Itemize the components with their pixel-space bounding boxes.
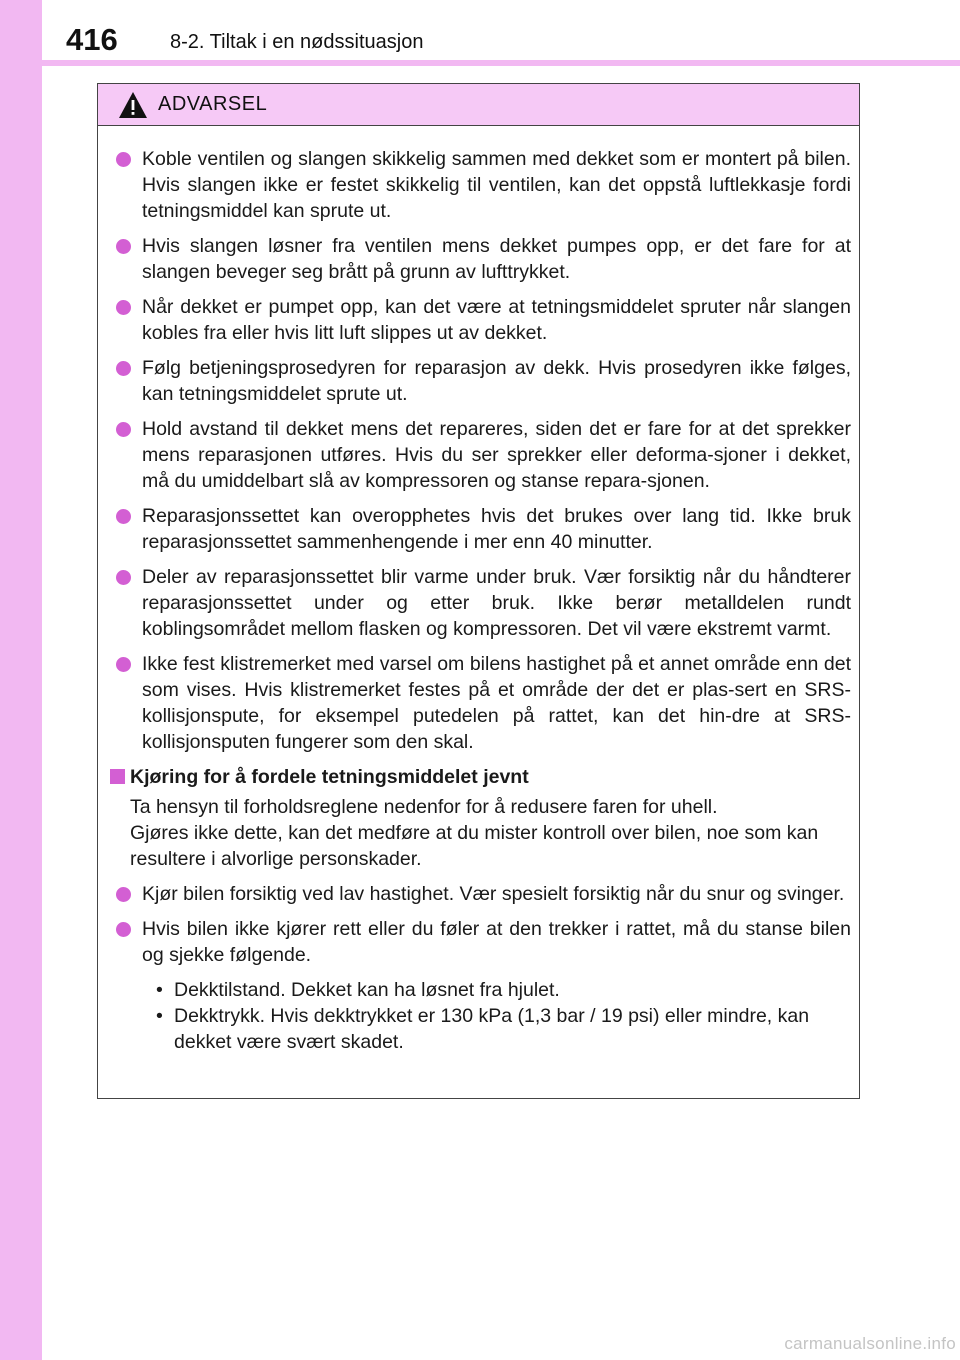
warning-bullet: Hvis slangen løsner fra ventilen mens dekket pumpes opp, er det fare for at slangen beveger seg brått på grunn av lufttrykket. — [110, 233, 851, 285]
warning-title: ADVARSEL — [158, 93, 268, 115]
chapter-title: 8-2. Tiltak i en nødssituasjon — [170, 31, 424, 53]
warning-box — [97, 83, 860, 1099]
bullet-dot-icon — [116, 361, 131, 376]
warning-bullet: Reparasjonssettet kan overopphetes hvis det brukes over lang tid. Ikke bruk reparasjonssettet sammenhengende i mer enn 40 minutter. — [110, 503, 851, 555]
bullet-dot-icon — [116, 657, 131, 672]
warning-bullet: Følg betjeningsprosedyren for reparasjon av dekk. Hvis prosedyren ikke følges, kan tetningsmiddelet sprute ut. — [110, 355, 851, 407]
warning-triangle-icon — [118, 91, 148, 119]
warning-bullet: Koble ventilen og slangen skikkelig sammen med dekket som er montert på bilen. Hvis slangen ikke er festet skikkelig til ventilen, kan det oppstå luftlekkasje fordi tetningsmiddel kan sprute ut. — [110, 146, 851, 224]
section-square-icon — [110, 769, 125, 784]
bullet-dot-icon — [116, 922, 131, 937]
warning-bullet: Når dekket er pumpet opp, kan det være at tetningsmiddelet spruter når slangen kobles fra eller hvis litt luft slippes ut av dekket. — [110, 294, 851, 346]
bullet-dot-icon — [116, 152, 131, 167]
bullet-dot-icon — [116, 300, 131, 315]
sub-list-item: • Dekktrykk. Hvis dekktrykket er 130 kPa (1,3 bar / 19 psi) eller mindre, kan dekket være svært skadet. — [156, 1005, 810, 1053]
warning-bullet: Ikke fest klistremerket med varsel om bilens hastighet på et annet område enn det som vises. Hvis klistremerket festes på et område der det er plas-sert en SRS-kollisjonspute, for eksempel putedelen på rattet, kan det hin-dre at SRS-kollisjonsputen fungerer som den skal. — [110, 651, 851, 755]
page-number: 416 — [66, 22, 118, 57]
bullet-dot-icon — [116, 887, 131, 902]
section-intro: Ta hensyn til forholdsreglene nedenfor for å redusere faren for uhell. Gjøres ikke dette, kan det medføre at du mister kontroll over bilen, noe som kan resultere i alvorlige personskader. — [130, 796, 819, 870]
warning-body — [98, 126, 859, 1055]
warning-bullet: Deler av reparasjonssettet blir varme under bruk. Vær forsiktig når du håndterer reparasjonssettet under og etter bruk. Ikke berør metalldelen rundt koblingsområdet mellom flasken og kompressoren. Det vil være ekstremt varmt. — [110, 564, 851, 642]
top-band — [0, 0, 960, 66]
warning-header — [98, 84, 859, 126]
watermark: carmanualsonline.info — [784, 1334, 956, 1353]
side-band — [0, 0, 42, 1360]
header-rule — [42, 60, 960, 66]
section-bullet: Hvis bilen ikke kjører rett eller du føler at den trekker i rattet, må du stanse bilen og sjekke følgende. — [110, 916, 851, 968]
sub-list-item: • Dekktilstand. Dekket kan ha løsnet fra hjulet. — [156, 979, 560, 1001]
section-bullet: Kjør bilen forsiktig ved lav hastighet. Vær spesielt forsiktig når du snur og svinger. — [110, 881, 851, 907]
bullet-dot-icon — [116, 422, 131, 437]
warning-bullet: Hold avstand til dekket mens det repareres, siden det er fare for at det sprekker mens reparasjonen utføres. Hvis du ser sprekker eller deforma-sjoner i dekket, må du umiddelbart slå av kompressoren og stanse repara-sjonen. — [110, 416, 851, 494]
bullet-dot-icon — [116, 239, 131, 254]
section-heading: Kjøring for å fordele tetningsmiddelet jevnt — [110, 764, 851, 790]
bullet-dot-icon — [116, 509, 131, 524]
bullet-dot-icon — [116, 570, 131, 585]
